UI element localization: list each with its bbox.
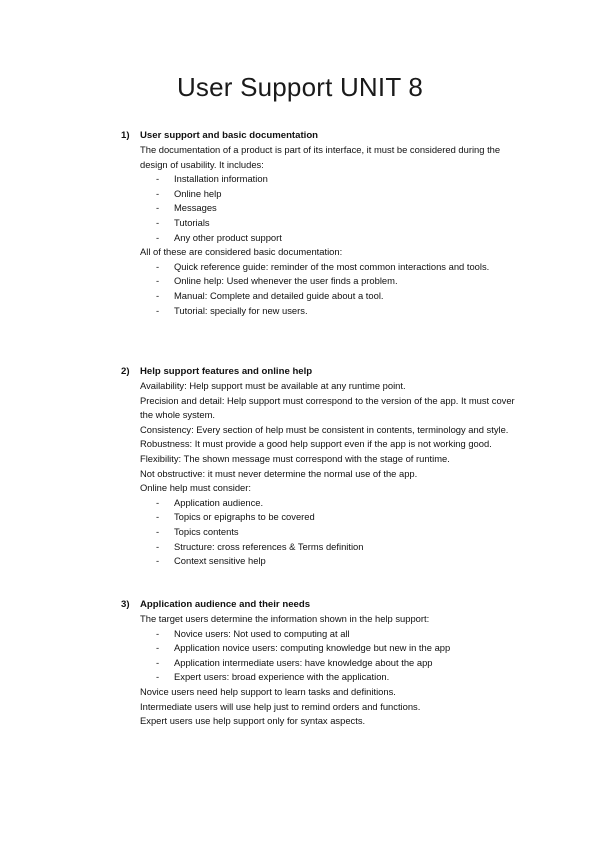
- paragraph: The target users determine the information shown in the help support:: [140, 613, 430, 624]
- section-title: User support and basic documentation: [140, 130, 319, 141]
- list-item: - Tutorials: [156, 216, 210, 228]
- section-heading: [0, 597, 600, 612]
- paragraph: All of these are considered basic documentation:: [140, 246, 343, 258]
- list-item: - Tutorial: specially for new users.: [156, 304, 308, 316]
- section-number: 2): [121, 366, 130, 377]
- section-1: [0, 128, 600, 318]
- list-item: - Topics or epigraphs to be covered: [156, 511, 315, 523]
- list-item: - Manual: Complete and detailed guide about a tool.: [156, 289, 384, 301]
- list-item: - Online help: [156, 187, 222, 199]
- list-item: - Application audience.: [156, 496, 264, 508]
- paragraph: Robustness: It must provide a good help support even if the app is not working good.: [140, 438, 492, 450]
- bullet-list: [0, 627, 600, 685]
- section-2: [0, 364, 600, 569]
- paragraph: Intermediate users will use help just to remind orders and functions.: [140, 700, 421, 712]
- bullet-list: [0, 496, 600, 569]
- page-title: User Support UNIT 8: [176, 72, 424, 102]
- bullet-list: [0, 260, 600, 318]
- paragraph: Consistency: Every section of help must be consistent in contents, terminology and style.: [140, 423, 509, 435]
- paragraph: Expert users use help support only for syntax aspects.: [140, 715, 366, 727]
- paragraph: Precision and detail: Help support must correspond to the version of the app. It must cover the whole system.: [140, 394, 515, 421]
- list-item: - Installation information: [156, 173, 268, 185]
- paragraph: The documentation of a product is part of its interface, it must be considered during the design of usability. It includes:: [140, 144, 501, 170]
- section-number: 3): [121, 599, 130, 610]
- list-item: - Structure: cross references & Terms definition: [156, 540, 364, 552]
- list-item: - Topics contents: [156, 525, 239, 537]
- list-item: - Context sensitive help: [156, 555, 266, 567]
- bullet-list: [0, 172, 600, 245]
- paragraph: Availability: Help support must be available at any runtime point.: [140, 380, 406, 391]
- section-heading: [0, 364, 600, 379]
- section-title: Help support features and online help: [140, 366, 313, 377]
- paragraph: Novice users need help support to learn tasks and definitions.: [140, 685, 396, 697]
- list-item: - Application novice users: computing knowledge but new in the app: [156, 642, 451, 654]
- paragraph: Flexibility: The shown message must correspond with the stage of runtime.: [140, 452, 450, 464]
- list-item: - Online help: Used whenever the user finds a problem.: [156, 275, 398, 287]
- paragraph: Online help must consider:: [140, 482, 251, 494]
- list-item: - Novice users: Not used to computing at all: [156, 627, 350, 639]
- paragraph: Not obstructive: it must never determine the normal use of the app.: [140, 467, 418, 479]
- list-item: - Quick reference guide: reminder of the most common interactions and tools.: [156, 260, 490, 272]
- section-heading: [0, 128, 600, 143]
- section-title: Application audience and their needs: [140, 599, 311, 610]
- list-item: - Messages: [156, 202, 217, 214]
- list-item: - Any other product support: [156, 231, 282, 243]
- section-3: [0, 597, 600, 729]
- section-number: 1): [121, 130, 130, 141]
- list-item: - Expert users: broad experience with the application.: [156, 671, 390, 683]
- list-item: - Application intermediate users: have knowledge about the app: [156, 656, 433, 668]
